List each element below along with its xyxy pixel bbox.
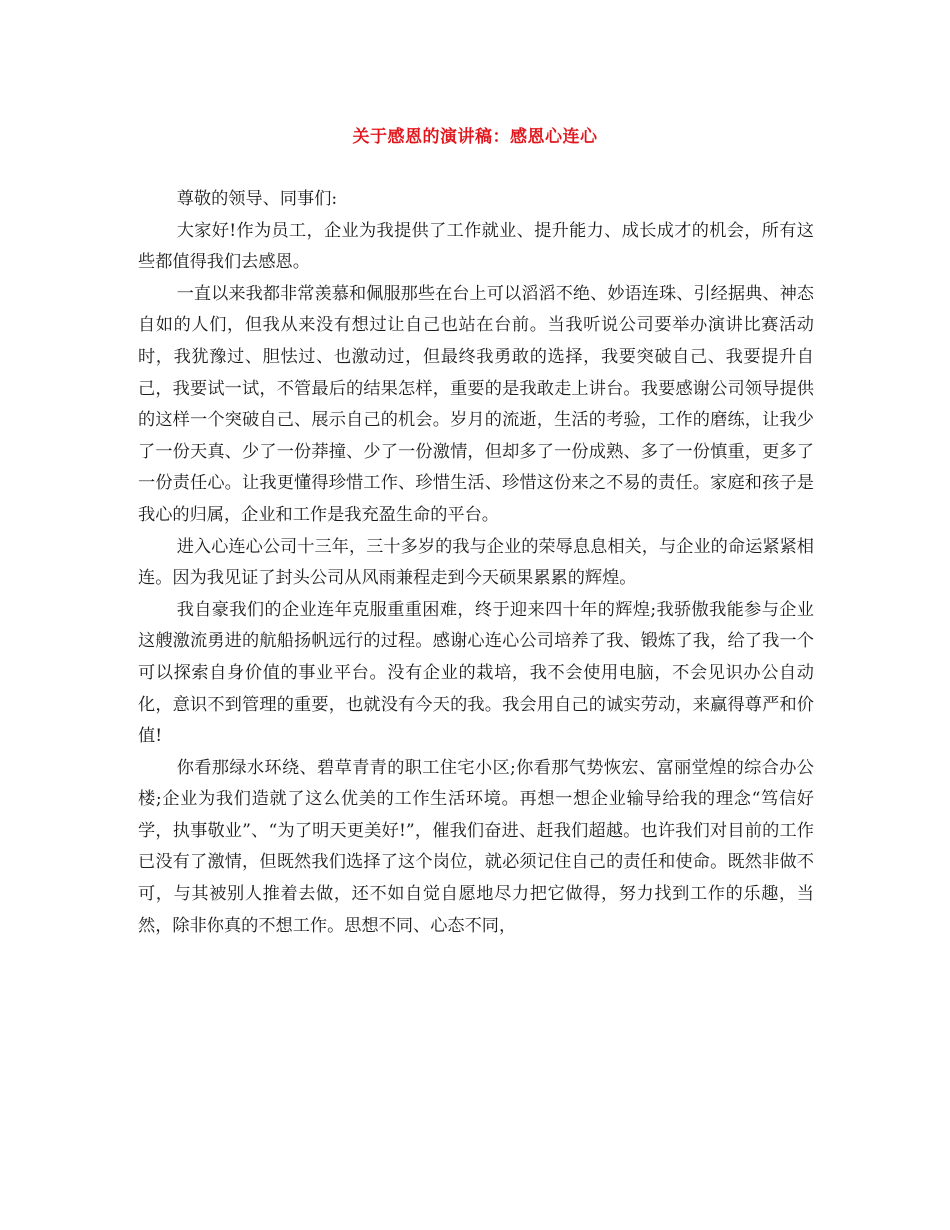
document-body	[138, 184, 814, 942]
body-paragraph: 我自豪我们的企业连年克服重重困难，终于迎来四十年的辉煌;我骄傲我能参与企业这艘激流勇进的航船扬帆远行的过程。感谢心连心公司培养了我、锻炼了我，给了我一个可以探索自身价值的事业平台。没有企业的栽培，我不会使用电脑，不会见识办公自动化，意识不到管理的重要，也就没有今天的我。我会用自己的诚实劳动，来赢得尊严和价值!	[138, 599, 814, 747]
body-paragraph: 大家好!作为员工，企业为我提供了工作就业、提升能力、成长成才的机会，所有这些都值得我们去感恩。	[138, 220, 814, 273]
body-paragraph: 一直以来我都非常羡慕和佩服那些在台上可以滔滔不绝、妙语连珠、引经据典、神态自如的人们，但我从来没有想过让自己也站在台前。当我听说公司要举办演讲比赛活动时，我犹豫过、胆怯过、也激动过，但最终我勇敢的选择，我要突破自己、我要提升自己，我要试一试，不管最后的结果怎样，重要的是我敢走上讲台。我要感谢公司领导提供的这样一个突破自己、展示自己的机会。岁月的流逝，生活的考验，工作的磨练，让我少了一份天真、少了一份莽撞、少了一份激情，但却多了一份成熟、多了一份慎重，更多了一份责任心。让我更懂得珍惜工作、珍惜生活、珍惜这份来之不易的责任。家庭和孩子是我心的归属，企业和工作是我充盈生命的平台。	[138, 283, 814, 525]
body-paragraph: 进入心连心公司十三年，三十多岁的我与企业的荣辱息息相关，与企业的命运紧紧相连。因为我见证了封头公司从风雨兼程走到今天硕果累累的辉煌。	[138, 536, 814, 589]
salutation-paragraph: 尊敬的领导、同事们:	[176, 189, 338, 209]
document-title: 关于感恩的演讲稿：感恩心连心	[352, 127, 598, 147]
body-paragraph: 你看那绿水环绕、碧草青青的职工住宅小区;你看那气势恢宏、富丽堂煌的综合办公楼;企业为我们造就了这么优美的工作生活环境。再想一想企业输导给我的理念“笃信好学，执事敬业”、“为了明天更美好!”，催我们奋进、赶我们超越。也许我们对目前的工作已没有了激情，但既然我们选择了这个岗位，就必须记住自己的责任和使命。既然非做不可，与其被别人推着去做，还不如自觉自愿地尽力把它做得，努力找到工作的乐趣，当然，除非你真的不想工作。思想不同、心态不同，	[138, 757, 814, 936]
